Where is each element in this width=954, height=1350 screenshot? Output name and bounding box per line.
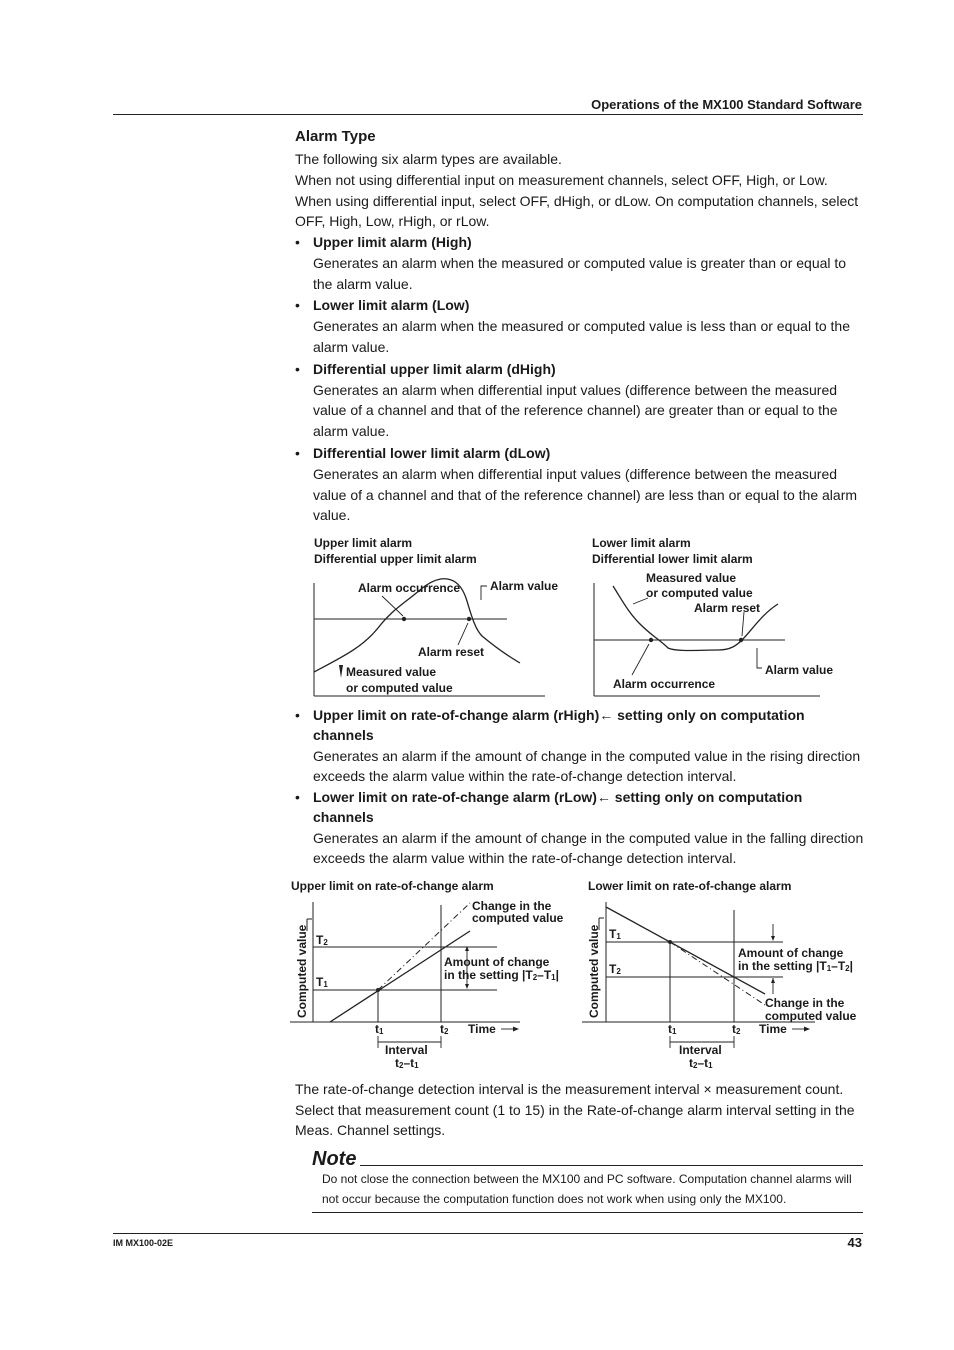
list-item-label: Differential upper limit alarm (dHigh) bbox=[313, 360, 556, 377]
label-interval: Interval bbox=[679, 1043, 722, 1057]
start-point bbox=[668, 940, 672, 944]
header-rule bbox=[113, 114, 863, 115]
occurrence-point bbox=[649, 638, 653, 642]
label-change: computed value bbox=[472, 911, 564, 925]
upper-rate-diagram bbox=[290, 879, 564, 1070]
label-change: computed value bbox=[765, 1009, 857, 1023]
list-item bbox=[295, 295, 865, 357]
footer-doc-id: IM MX100-02E bbox=[113, 1238, 174, 1248]
label-change: Change in the bbox=[472, 899, 552, 913]
t1-label: t1 bbox=[375, 1022, 384, 1036]
diagram-title: Upper limit on rate-of-change alarm bbox=[291, 879, 494, 893]
list-item-label: Lower limit alarm (Low) bbox=[313, 297, 470, 314]
leader-line bbox=[632, 644, 649, 675]
diagram-title: Upper limit alarm bbox=[314, 536, 413, 550]
T1-label: T1 bbox=[609, 927, 621, 941]
reset-point bbox=[739, 638, 743, 642]
diagram-title: Lower limit on rate-of-change alarm bbox=[588, 879, 792, 893]
leader-line bbox=[742, 612, 744, 636]
y-axis-label: Computed value bbox=[295, 924, 309, 1018]
section-title: Alarm Type bbox=[295, 128, 376, 145]
bullet-icon: • bbox=[295, 444, 300, 461]
y-axis-label: Computed value bbox=[587, 924, 601, 1018]
alarm-type-list bbox=[295, 232, 865, 526]
T1-label: T1 bbox=[316, 975, 328, 989]
list-item-label: Differential lower limit alarm (dLow) bbox=[313, 444, 551, 461]
label-amount: Amount of change bbox=[738, 946, 844, 960]
arrow-icon bbox=[513, 1027, 519, 1032]
list-item-desc: Generates an alarm if the amount of change in the computed value in the falling direction exceeds the alarm value within the rate-of-change detection interval. bbox=[313, 829, 864, 867]
arrow-icon bbox=[804, 1027, 810, 1032]
list-item bbox=[295, 705, 865, 786]
note-rule bbox=[360, 1165, 863, 1166]
bullet-icon: • bbox=[295, 360, 300, 377]
lower-rate-diagram bbox=[582, 879, 857, 1070]
leader-line bbox=[757, 648, 762, 668]
label-amount: Amount of change bbox=[444, 955, 550, 969]
list-item-desc: Generates an alarm when the measured or computed value is greater than or equal to the alarm value. bbox=[313, 254, 847, 292]
label-occurrence: Alarm occurrence bbox=[358, 581, 461, 595]
note-rule bbox=[312, 1212, 863, 1213]
arrow-icon bbox=[465, 984, 469, 989]
label-reset: Alarm reset bbox=[694, 601, 761, 615]
rate-of-change-diagrams bbox=[285, 872, 865, 1072]
T2-label: T2 bbox=[609, 962, 621, 976]
list-item bbox=[295, 787, 865, 868]
label-measured: or computed value bbox=[346, 681, 453, 695]
label-interval-formula: t2–t1 bbox=[689, 1056, 713, 1070]
arrow-icon bbox=[771, 978, 775, 983]
t1-label: t1 bbox=[668, 1022, 677, 1036]
label-measured: Measured value bbox=[646, 571, 737, 585]
intro-line: When not using differential input on measurement channels, select OFF, High, or Low. bbox=[295, 171, 828, 188]
list-item bbox=[295, 359, 865, 442]
rate-interval-paragraph: The rate-of-change detection interval is the measurement interval × measurement count. Select that measurement count (1 to 15) in the Rate-of-change alarm interval setting in the Meas. Channel settings. bbox=[295, 1081, 855, 1138]
occurrence-point bbox=[402, 617, 406, 621]
alarm-diagrams bbox=[300, 530, 860, 705]
label-amount: in the setting |T1–T2| bbox=[738, 959, 853, 973]
diagram-title: Differential upper limit alarm bbox=[314, 552, 477, 566]
list-item-label: Lower limit on rate-of-change alarm (rLow)← setting only on computation channels bbox=[313, 789, 803, 826]
label-interval-formula: t2–t1 bbox=[395, 1056, 419, 1070]
label-interval: Interval bbox=[385, 1043, 428, 1057]
note-text: Do not close the connection between the MX100 and PC software. Computation channel alarms will not occur because the computation function does not work when using only the MX100. bbox=[322, 1172, 852, 1206]
list-item-desc: Generates an alarm if the amount of change in the computed value in the rising direction exceeds the alarm value within the rate-of-change detection interval. bbox=[313, 747, 861, 784]
t2-label: t2 bbox=[732, 1022, 741, 1036]
bullet-icon: • bbox=[295, 234, 300, 250]
upper-limit-diagram bbox=[314, 536, 558, 696]
diagram-title: Lower limit alarm bbox=[592, 536, 691, 550]
label-occurrence: Alarm occurrence bbox=[613, 677, 716, 691]
label-alarm-value: Alarm value bbox=[765, 663, 834, 677]
list-item-label: Upper limit on rate-of-change alarm (rHigh)← setting only on computation channels bbox=[313, 707, 805, 744]
label-alarm-value: Alarm value bbox=[490, 579, 559, 593]
start-point bbox=[376, 988, 380, 992]
diagram-title: Differential lower limit alarm bbox=[592, 552, 753, 566]
intro-text bbox=[295, 149, 865, 232]
label-measured: Measured value bbox=[346, 665, 437, 679]
footer-rule bbox=[113, 1233, 863, 1234]
intro-line: The following six alarm types are available. bbox=[295, 151, 562, 167]
arrow-icon bbox=[339, 665, 343, 678]
reset-point bbox=[467, 617, 471, 621]
label-amount: in the setting |T2–T1| bbox=[444, 968, 559, 982]
header-title: Operations of the MX100 Standard Software bbox=[591, 97, 862, 112]
intro-line: When using differential input, select OFF, dHigh, or dLow. On computation channels, select OFF, High, Low, rHigh, or rLow. bbox=[295, 192, 859, 230]
leader-line bbox=[458, 623, 468, 645]
T2-label: T2 bbox=[316, 933, 328, 947]
list-item-desc: Generates an alarm when differential input values (difference between the measured value of a channel and that of the reference channel) are greater than or equal to the alarm value. bbox=[313, 381, 838, 440]
label-reset: Alarm reset bbox=[418, 645, 485, 659]
label-measured: or computed value bbox=[646, 586, 753, 600]
time-label: Time bbox=[468, 1022, 496, 1036]
bullet-icon: • bbox=[295, 707, 300, 723]
t2-label: t2 bbox=[440, 1022, 449, 1036]
page-number: 43 bbox=[847, 1235, 862, 1250]
list-item-desc: Generates an alarm when the measured or computed value is less than or equal to the alarm value. bbox=[313, 318, 850, 355]
list-item-desc: Generates an alarm when differential input values (difference between the measured value of a channel and that of the reference channel) are less than or equal to the alarm value. bbox=[313, 465, 858, 524]
note-heading: Note bbox=[312, 1148, 357, 1170]
bullet-icon: • bbox=[295, 297, 300, 314]
lower-limit-diagram bbox=[592, 536, 833, 696]
rate-alarm-list bbox=[295, 705, 865, 868]
list-item bbox=[295, 232, 865, 294]
bullet-icon: • bbox=[295, 789, 300, 806]
leader-line bbox=[481, 586, 487, 600]
list-item-label: Upper limit alarm (High) bbox=[313, 234, 472, 250]
list-item bbox=[295, 443, 865, 526]
arrow-icon bbox=[771, 936, 775, 941]
label-change: Change in the bbox=[765, 996, 845, 1010]
time-label: Time bbox=[759, 1022, 787, 1036]
